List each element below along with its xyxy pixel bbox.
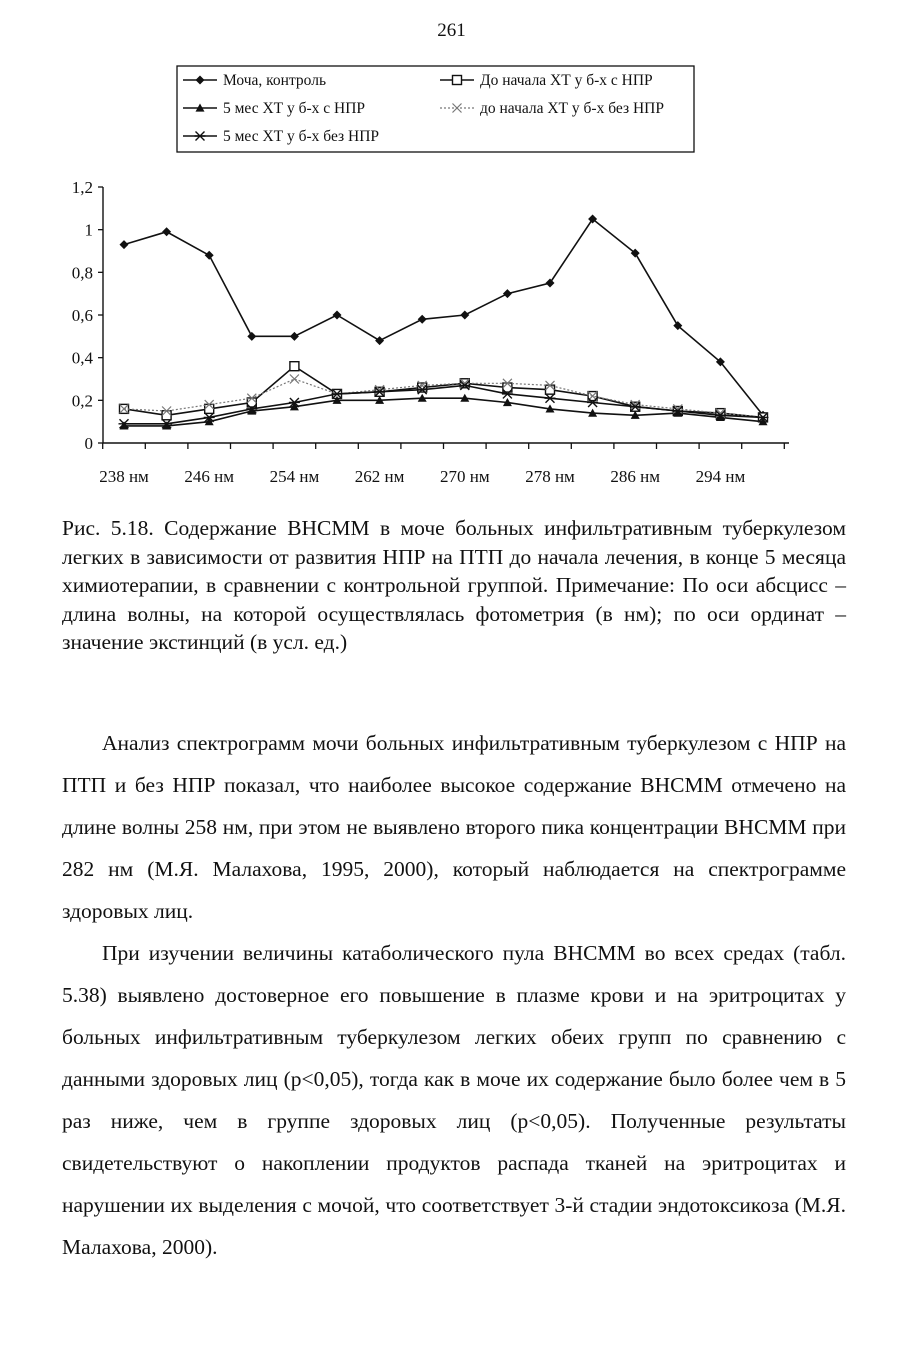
x-tick-label: 238 нм [99,467,149,486]
series-line [124,398,763,426]
data-point [546,279,555,288]
y-tick-label: 1,2 [71,178,93,197]
paragraph: Анализ спектрограмм мочи больных инфильтративным туберкулезом с НПР на ПТП и без НПР показал, что наиболее высокое содержание ВНСММ отмечено на длине волны 258 нм, при этом не выявлено второго пика концентрации ВНСММ при 282 нм (М.Я. Малахова, 1995, 2000), который наблюдается на спектрограмме здоровых лиц. [62,731,846,923]
figure-caption: Рис. 5.18. Содержание ВНСММ в моче больных инфильтративным туберкулезом легких в зависимости от развития НПР на ПТП до начала лечения, в конце 5 месяца химиотерапии, в сравнении с контрольной группой. Примечание: По оси абсцисс – длина волны, на которой осуществлялась фотометрия (в нм); по оси ординат – значение экстинций (в усл. ед.) [62,516,846,654]
data-point [162,411,171,420]
legend-marker [453,76,462,85]
series-line [124,385,763,423]
square-marker [418,383,427,392]
diamond-marker [546,279,555,288]
diamond-marker [290,332,299,341]
square-marker [453,76,462,85]
diamond-marker [162,227,171,236]
diamond-marker [418,315,427,324]
data-point [247,332,256,341]
y-tick-label: 0,6 [71,306,93,325]
square-marker [205,404,214,413]
legend-label: 5 мес ХТ у б-х с НПР [223,100,366,117]
paragraph: При изучении величины катаболического пула ВНСММ во всех средах (табл. 5.38) выявлено достоверное его повышение в плазме крови и на эритроцитах у больных инфильтративным туберкулезом легких обеих групп по сравнению с данными здоровых лиц (p<0,05), тогда как в моче их содержание было более чем в 5 раз ниже, чем в группе здоровых лиц (p<0,05). Полученные результаты свидетельствуют о накоплении продуктов распада тканей на эритроцитах и нарушении их выделения с мочой, что соответствует 3-й стадии эндотоксикоза (М.Я. Малахова, 2000). [62,941,846,1259]
body-text [62,722,846,1268]
legend-label: Моча, контроль [223,72,327,89]
chart-axes [72,178,789,486]
x-tick-label: 286 нм [610,467,661,486]
data-point [205,251,214,260]
data-point [290,332,299,341]
diamond-marker [460,311,469,320]
y-tick-label: 1 [84,220,93,240]
data-point [162,227,171,236]
square-marker [162,411,171,420]
diamond-marker [205,251,214,260]
square-marker [290,362,299,371]
data-point [290,375,299,384]
data-point [418,383,427,392]
asterisk-marker [545,394,556,403]
data-point [460,311,469,320]
data-point [333,311,342,320]
legend-label: до начала ХТ у б-х без НПР [480,100,664,117]
data-point [290,362,299,371]
x-marker [290,375,299,384]
diamond-marker [120,240,129,249]
page-number: 261 [437,20,466,41]
legend-label: 5 мес ХТ у б-х без НПР [223,128,380,145]
x-tick-label: 278 нм [525,467,575,486]
x-tick-label: 270 нм [439,467,490,486]
diamond-marker [503,289,512,298]
data-point [205,404,214,413]
data-point [545,394,556,403]
diamond-marker [375,336,384,345]
data-point [120,240,129,249]
x-tick-label: 262 нм [354,467,405,486]
diamond-marker [333,311,342,320]
x-tick-label: 254 нм [269,467,320,486]
diamond-marker [247,332,256,341]
series-1 [120,215,768,420]
chart-legend [177,66,694,152]
x-tick-label: 246 нм [184,467,235,486]
y-tick-label: 0,2 [71,391,93,411]
data-point [375,336,384,345]
x-tick-label: 294 нм [695,467,746,486]
legend-label: До начала ХТ у б-х с НПР [480,72,653,89]
y-tick-label: 0,4 [71,348,93,368]
data-point [418,315,427,324]
series-3 [120,394,768,430]
data-point [503,289,512,298]
spectrogram-line-chart [0,0,903,500]
y-tick-label: 0 [84,434,93,453]
series-5 [119,381,769,428]
chart-series [119,215,769,430]
y-tick-label: 0,8 [71,263,93,283]
